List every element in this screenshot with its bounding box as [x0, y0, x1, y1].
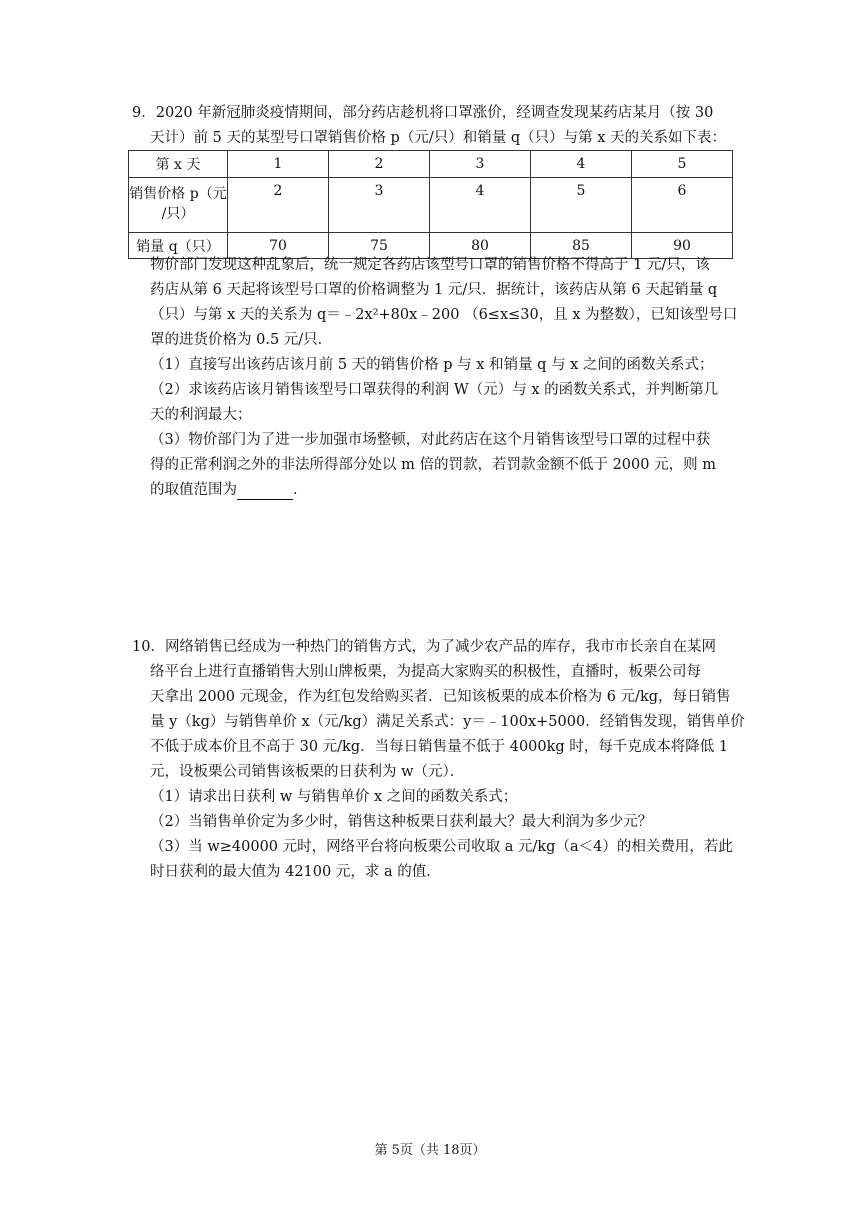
table-cell: 3	[329, 178, 430, 233]
q10-line-3: 天拿出 2000 元现金，作为红包发给购买者．已知该板栗的成本价格为 6 元/kg，每日销售	[150, 689, 731, 705]
table-cell: 6	[632, 178, 733, 233]
table-cell: 90	[632, 233, 733, 259]
table-header-sales: 销量 q（只）	[129, 233, 228, 259]
q9-line-5: （只）与第 x 天的关系为 q＝﹣2x²+80x﹣200 （6≤x≤30，且 x 为整数），已知该型号口	[150, 307, 738, 323]
table-cell: 1	[228, 151, 329, 178]
q10-line-8: （2）当销售单价定为多少时，销售这种板栗日获利最大？最大利润为多少元？	[150, 814, 653, 830]
table-cell: 2	[329, 151, 430, 178]
q9-line-10: （3）物价部门为了进一步加强市场整顿，对此药店在这个月销售该型号口罩的过程中获	[150, 432, 711, 448]
table-header-price	[129, 178, 228, 233]
table-row	[129, 178, 733, 233]
q10-line-2: 络平台上进行直播销售大别山牌板栗，为提高大家购买的积极性，直播时，板栗公司每	[150, 664, 701, 680]
q10-line-4: 量 y（kg）与销售单价 x（元/kg）满足关系式：y＝﹣100x+5000．经销售发现，销售单价	[150, 714, 745, 730]
table-cell: 75	[329, 233, 430, 259]
q9-line-4: 药店从第 6 天起将该型号口罩的价格调整为 1 元/只．据统计，该药店从第 6 天起销量 q	[150, 282, 718, 298]
table-cell: 85	[531, 233, 632, 259]
table-cell: 5	[632, 151, 733, 178]
q9-data-table	[128, 150, 733, 259]
q9-line-8: （2）求该药店该月销售该型号口罩获得的利润 W（元）与 x 的函数关系式，并判断第几	[150, 382, 719, 398]
q9-line-12	[150, 480, 308, 500]
q10-line-7: （1）请求出日获利 w 与销售单价 x 之间的函数关系式；	[150, 789, 518, 805]
q9-line-2: 天计）前 5 天的某型号口罩销售价格 p（元/只）和销量 q（只）与第 x 天的关系如下表：	[150, 130, 727, 146]
q9-line-7: （1）直接写出该药店该月前 5 天的销售价格 p 与 x 和销量 q 与 x 之间的函数关系式；	[150, 357, 714, 373]
q9-line-3: 物价部门发现这种乱象后，统一规定各药店该型号口罩的销售价格不得高于 1 元/只，该	[150, 257, 710, 273]
q9-line-11: 得的正常利润之外的非法所得部分处以 m 倍的罚款，若罚款金额不低于 2000 元，则 m	[150, 457, 716, 473]
table-cell: 5	[531, 178, 632, 233]
table-cell: 80	[430, 233, 531, 259]
q9-line-9: 天的利润最大；	[150, 407, 252, 423]
page-footer: 第 5页（共 18页）	[374, 1143, 486, 1158]
table-cell: 4	[430, 178, 531, 233]
q9-line-12-text: 的取值范围为	[150, 482, 237, 498]
q10-line-5: 不低于成本价且不高于 30 元/kg．当每日销售量不低于 4000kg 时，每千克成本将降低 1	[150, 739, 729, 755]
table-header-price-line2: /只）	[161, 206, 195, 222]
table-header-price-line1: 销售价格 p（元	[129, 186, 227, 202]
table-row	[129, 151, 733, 178]
q9-line-6: 罩的进货价格为 0.5 元/只．	[150, 332, 333, 348]
table-cell: 4	[531, 151, 632, 178]
table-header-day: 第 x 天	[129, 151, 228, 178]
q10-line-9: （3）当 w≥40000 元时，网络平台将向板栗公司收取 a 元/kg（a＜4）的相关费用，若此	[150, 839, 733, 855]
q10-line-10: 时日获利的最大值为 42100 元，求 a 的值．	[150, 864, 441, 880]
q10-line-6: 元，设板栗公司销售该板栗的日获利为 w（元）．	[150, 764, 465, 780]
table-cell: 70	[228, 233, 329, 259]
q10-line-1: 10．网络销售已经成为一种热门的销售方式，为了减少农产品的库存，我市市长亲自在某网	[132, 639, 716, 655]
q9-line-12-end: ．	[293, 482, 308, 498]
table-cell: 3	[430, 151, 531, 178]
q9-line-1: 9．2020 年新冠肺炎疫情期间，部分药店趁机将口罩涨价，经调查发现某药店某月（按 30	[132, 105, 714, 121]
table-cell: 2	[228, 178, 329, 233]
answer-blank	[237, 483, 293, 500]
